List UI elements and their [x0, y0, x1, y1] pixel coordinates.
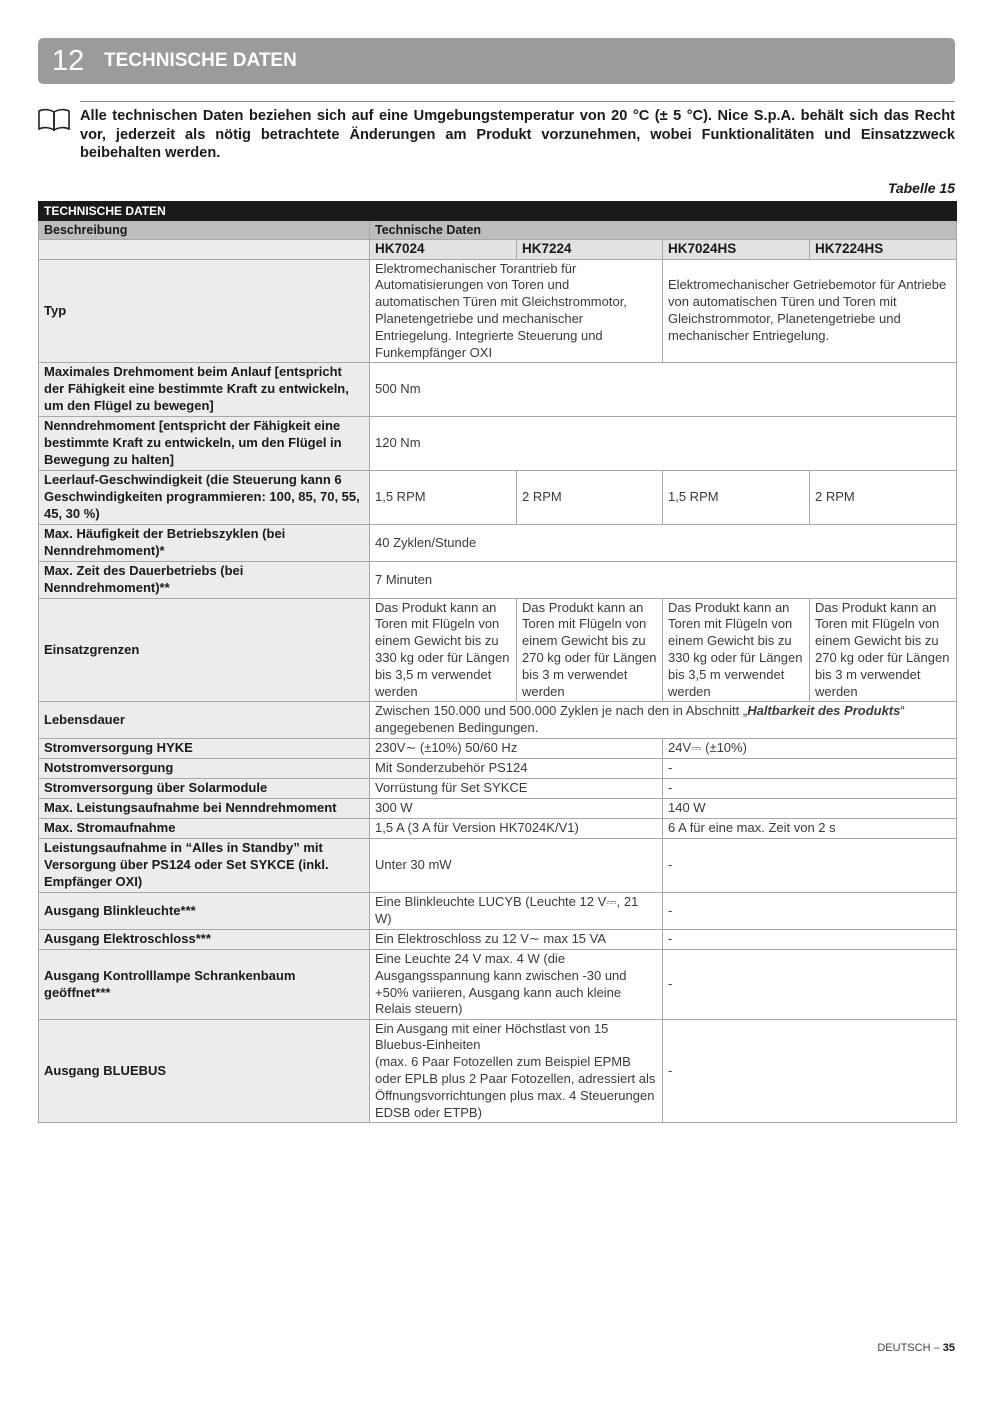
row-value: -: [663, 839, 957, 893]
table-row: [39, 702, 957, 739]
table-row: [39, 839, 957, 893]
row-label: Maximales Drehmoment beim Anlauf [entspricht der Fähigkeit eine bestimmte Kraft zu entwickeln, um den Flügel zu bewegen]: [39, 363, 370, 417]
page-footer: [877, 1342, 955, 1354]
table-row: [39, 950, 957, 1020]
lebensdauer-text-post: “ angegebenen Bedingungen.: [375, 703, 905, 735]
table-row: [39, 779, 957, 799]
row-value: Unter 30 mW: [370, 839, 663, 893]
table-title: TECHNISCHE DATEN: [39, 202, 957, 221]
lebensdauer-text-pre: Zwischen 150.000 und 500.000 Zyklen je nach den in Abschnitt „: [375, 703, 748, 719]
table-row: [39, 799, 957, 819]
row-label: Nenndrehmoment [entspricht der Fähigkeit eine bestimmte Kraft zu entwickeln, um den Flügel in Bewegung zu halten]: [39, 417, 370, 471]
page-number: 35: [942, 1342, 955, 1354]
row-label: Stromversorgung HYKE: [39, 739, 370, 759]
row-label: Max. Zeit des Dauerbetriebs (bei Nenndrehmoment)**: [39, 562, 370, 599]
table-row: [39, 363, 957, 417]
table-row: [39, 471, 957, 525]
row-value: -: [663, 930, 957, 950]
row-value: 2 RPM: [517, 471, 663, 525]
row-label: Max. Stromaufnahme: [39, 819, 370, 839]
col-header-data: Technische Daten: [370, 221, 957, 240]
row-value: Das Produkt kann an Toren mit Flügeln von einem Gewicht bis zu 270 kg oder für Längen bis 3 m verwendet werden: [810, 599, 957, 702]
row-value: -: [663, 759, 957, 779]
row-value: Mit Sonderzubehör PS124: [370, 759, 663, 779]
model-hk7224: HK7224: [517, 240, 663, 260]
table-header-row: [39, 221, 957, 240]
row-label: Typ: [39, 260, 370, 363]
row-value: -: [663, 950, 957, 1020]
row-value: [370, 702, 957, 739]
row-label: Einsatzgrenzen: [39, 599, 370, 702]
row-label: Lebensdauer: [39, 702, 370, 739]
model-header-row: [39, 240, 957, 260]
section-title: TECHNISCHE DATEN: [104, 50, 297, 71]
row-value: Ein Ausgang mit einer Höchstlast von 15 Bluebus-Einheiten (max. 6 Paar Fotozellen zum Beispiel EPMB oder EPLB plus 2 Paar Fotozellen, adressiert als Öffnungsvorrichtungen plus max. 4 Steuerungen EDSB oder ETPB): [370, 1020, 663, 1123]
row-value: 1,5 RPM: [663, 471, 810, 525]
row-value: Eine Leuchte 24 V max. 4 W (die Ausgangsspannung kann zwischen -30 und +50% variieren, Ausgang kann auch kleine Relais steuern): [370, 950, 663, 1020]
row-label: Leistungsaufnahme in “Alles in Standby” mit Versorgung über PS124 oder Set SYKCE (inkl. Empfänger OXI): [39, 839, 370, 893]
row-value: 6 A für eine max. Zeit von 2 s: [663, 819, 957, 839]
row-value: 140 W: [663, 799, 957, 819]
row-value: Vorrüstung für Set SYKCE: [370, 779, 663, 799]
row-label: Max. Leistungsaufnahme bei Nenndrehmoment: [39, 799, 370, 819]
row-value: Das Produkt kann an Toren mit Flügeln von einem Gewicht bis zu 330 kg oder für Längen bis 3,5 m verwendet werden: [663, 599, 810, 702]
row-label: Ausgang Kontrolllampe Schrankenbaum geöffnet***: [39, 950, 370, 1020]
footer-language: DEUTSCH: [877, 1342, 931, 1354]
row-value: Elektromechanischer Torantrieb für Automatisierungen von Toren und automatischen Türen mit Gleichstrommotor, Planetengetriebe und mechanischer Entriegelung. Integrierte Steuerung und Funkempfänger OXI: [370, 260, 663, 363]
table-caption: Tabelle 15: [887, 180, 955, 196]
table-row: [39, 1020, 957, 1123]
row-value: 230V∼ (±10%) 50/60 Hz: [370, 739, 663, 759]
model-header-blank: [39, 240, 370, 260]
row-label: Stromversorgung über Solarmodule: [39, 779, 370, 799]
row-value: Das Produkt kann an Toren mit Flügeln von einem Gewicht bis zu 330 kg oder für Längen bis 3,5 m verwendet werden: [370, 599, 517, 702]
table-title-row: [39, 202, 957, 221]
row-value: Ein Elektroschloss zu 12 V∼ max 15 VA: [370, 930, 663, 950]
section-header: [38, 38, 955, 84]
row-value: Das Produkt kann an Toren mit Flügeln von einem Gewicht bis zu 270 kg oder für Längen bis 3 m verwendet werden: [517, 599, 663, 702]
spec-table: [38, 201, 957, 1123]
row-value: Elektromechanischer Getriebemotor für Antriebe von automatischen Türen und Toren mit Gleichstrommotor, Planetengetriebe und mechanischer Entriegelung.: [663, 260, 957, 363]
footer-separator: –: [930, 1342, 943, 1354]
table-row: [39, 739, 957, 759]
model-hk7024: HK7024: [370, 240, 517, 260]
row-label: Ausgang BLUEBUS: [39, 1020, 370, 1123]
row-value: 120 Nm: [370, 417, 957, 471]
table-row: [39, 525, 957, 562]
row-label: Ausgang Blinkleuchte***: [39, 893, 370, 930]
row-value: 1,5 RPM: [370, 471, 517, 525]
row-value: 500 Nm: [370, 363, 957, 417]
divider: [80, 101, 955, 102]
row-value: 300 W: [370, 799, 663, 819]
row-label: Notstromversorgung: [39, 759, 370, 779]
table-row: [39, 819, 957, 839]
row-value: -: [663, 779, 957, 799]
table-row: [39, 562, 957, 599]
row-label: Leerlauf-Geschwindigkeit (die Steuerung kann 6 Geschwindigkeiten programmieren: 100, 85, 70, 55, 45, 30 %): [39, 471, 370, 525]
row-value: 7 Minuten: [370, 562, 957, 599]
row-value: 40 Zyklen/Stunde: [370, 525, 957, 562]
row-value: Eine Blinkleuchte LUCYB (Leuchte 12 V⎓, 21 W): [370, 893, 663, 930]
intro-note: Alle technischen Daten beziehen sich auf eine Umgebungstemperatur von 20 °C (± 5 °C). Nice S.p.A. behält sich das Recht vor, jederzeit als nötig betrachtete Änderungen am Produkt vorzunehmen, wobei Funktionalitäten und Einsatzzweck beibehalten werden.: [80, 108, 955, 161]
row-label: Ausgang Elektroschloss***: [39, 930, 370, 950]
table-row: [39, 759, 957, 779]
table-row: [39, 930, 957, 950]
section-number: 12: [52, 44, 85, 77]
table-row: [39, 893, 957, 930]
row-value: 2 RPM: [810, 471, 957, 525]
model-hk7224hs: HK7224HS: [810, 240, 957, 260]
row-value: -: [663, 893, 957, 930]
row-label: Max. Häufigkeit der Betriebszyklen (bei Nenndrehmoment)*: [39, 525, 370, 562]
row-value: -: [663, 1020, 957, 1123]
row-value: 24V⎓ (±10%): [663, 739, 957, 759]
table-row: [39, 599, 957, 702]
row-value: 1,5 A (3 A für Version HK7024K/V1): [370, 819, 663, 839]
table-row: [39, 260, 957, 363]
col-header-description: Beschreibung: [39, 221, 370, 240]
table-row: [39, 417, 957, 471]
book-icon: [37, 107, 71, 133]
model-hk7024hs: HK7024HS: [663, 240, 810, 260]
section-reference: Haltbarkeit des Produkts: [747, 703, 901, 719]
